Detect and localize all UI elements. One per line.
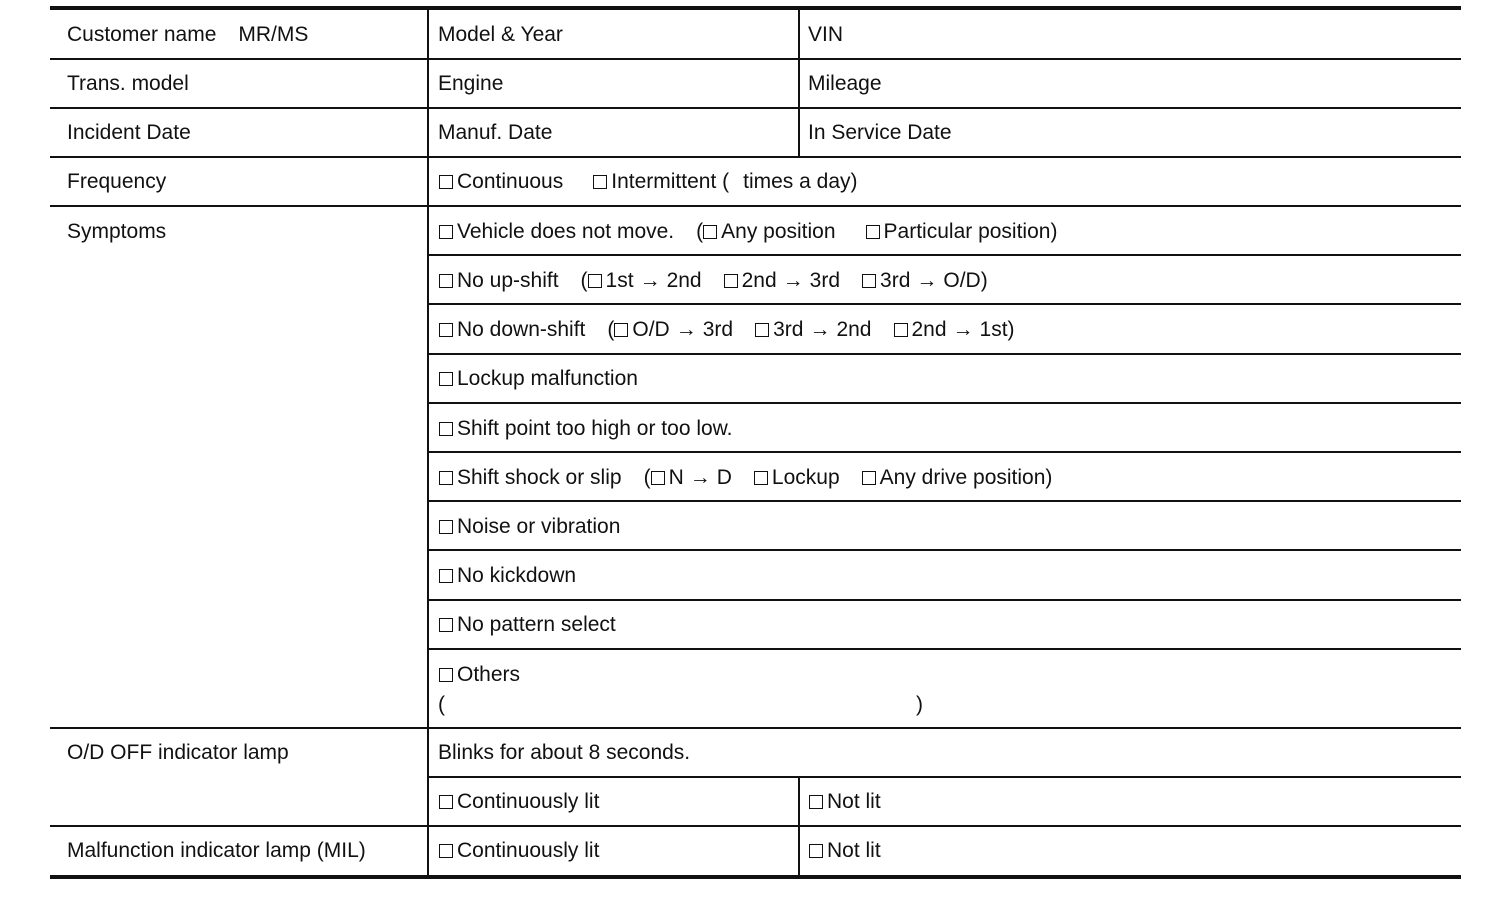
arrow-icon: → — [809, 318, 831, 341]
continuously-lit-label: Continuously lit — [457, 790, 600, 813]
column-divider — [798, 776, 800, 879]
row-divider — [50, 107, 1461, 109]
arrow-icon: → — [916, 269, 938, 292]
mil-not-lit-checkbox[interactable] — [809, 844, 823, 858]
mil-label: Malfunction indicator lamp (MIL) — [67, 839, 366, 862]
gear-label: N — [668, 466, 684, 489]
symptom-noise — [439, 515, 620, 539]
od-continuously-lit — [439, 790, 599, 814]
bottom-border — [50, 875, 1461, 879]
gear-label: 3rd — [773, 318, 804, 341]
up-2nd-3rd-checkbox[interactable] — [724, 274, 738, 288]
frequency-options — [439, 170, 858, 194]
continuously-lit-label: Continuously lit — [457, 839, 600, 862]
gear-label: 3rd — [702, 318, 734, 341]
arrow-icon: → — [782, 269, 804, 292]
particular-position-checkbox[interactable] — [866, 225, 880, 239]
od-not-lit — [809, 790, 881, 814]
shock-any-drive-checkbox[interactable] — [862, 471, 876, 485]
row-divider — [428, 451, 1461, 453]
lockup-malfunction-checkbox[interactable] — [439, 372, 453, 386]
symptom-shift-point — [439, 417, 733, 441]
incident-date-label: Incident Date — [67, 121, 191, 144]
mil-not-lit — [809, 839, 881, 863]
blinks-label: Blinks for about 8 seconds. — [438, 741, 691, 764]
column-divider — [798, 6, 800, 157]
arrow-icon: → — [639, 269, 661, 292]
shock-lockup-checkbox[interactable] — [754, 471, 768, 485]
times-a-day-label: times a day) — [743, 170, 858, 193]
od-off-lamp-label: O/D OFF indicator lamp — [67, 741, 289, 764]
shift-shock-checkbox[interactable] — [439, 471, 453, 485]
no-downshift-checkbox[interactable] — [439, 323, 453, 337]
symptom-no-pattern — [439, 613, 616, 637]
mil-continuously-lit — [439, 839, 599, 863]
vin-label: VIN — [808, 23, 844, 46]
gear-label: O/D — [632, 318, 670, 341]
arrow-icon: → — [675, 318, 697, 341]
symptom-no-kickdown — [439, 564, 576, 588]
shift-shock-label: Shift shock or slip — [457, 466, 622, 489]
trans-model-label: Trans. model — [67, 72, 189, 95]
row-divider — [50, 156, 1461, 158]
row-divider — [428, 353, 1461, 355]
not-lit-label: Not lit — [827, 839, 881, 862]
gear-label: 3rd — [880, 269, 911, 292]
paren-open: ( — [580, 269, 588, 292]
symptom-others — [439, 663, 520, 687]
noise-label: Noise or vibration — [457, 515, 621, 538]
row-divider — [428, 648, 1461, 650]
engine-label: Engine — [438, 72, 504, 95]
mr-ms-label: MR/MS — [238, 23, 309, 46]
no-kickdown-checkbox[interactable] — [439, 569, 453, 583]
no-upshift-label: No up-shift — [457, 269, 559, 292]
others-paren-open: ( — [438, 693, 445, 716]
shock-n-d-checkbox[interactable] — [651, 471, 665, 485]
no-upshift-checkbox[interactable] — [439, 274, 453, 288]
paren-open: ( — [696, 220, 704, 243]
model-year-label: Model & Year — [438, 23, 563, 46]
gear-label: 2nd — [836, 318, 872, 341]
gear-label: 3rd — [809, 269, 841, 292]
others-label: Others — [457, 663, 521, 686]
row-divider — [428, 599, 1461, 601]
down-3rd-2nd-checkbox[interactable] — [755, 323, 769, 337]
manuf-date-label: Manuf. Date — [438, 121, 553, 144]
symptom-no-move — [439, 220, 1057, 244]
mil-continuously-lit-checkbox[interactable] — [439, 844, 453, 858]
gear-label: 2nd — [911, 318, 947, 341]
intermittent-checkbox[interactable] — [593, 175, 607, 189]
no-downshift-label: No down-shift — [457, 318, 586, 341]
row-divider — [50, 58, 1461, 60]
no-kickdown-label: No kickdown — [457, 564, 577, 587]
noise-checkbox[interactable] — [439, 520, 453, 534]
no-move-label: Vehicle does not move. — [457, 220, 675, 243]
in-service-date-label: In Service Date — [808, 121, 952, 144]
row-divider — [50, 825, 1461, 827]
row-divider — [50, 727, 1461, 729]
continuous-checkbox[interactable] — [439, 175, 453, 189]
shift-point-label: Shift point too high or too low. — [457, 417, 733, 440]
row-divider — [50, 205, 1461, 207]
gear-label: 2nd — [666, 269, 702, 292]
gear-label: D — [716, 466, 732, 489]
row-divider — [428, 549, 1461, 551]
column-divider — [427, 6, 429, 879]
up-1st-2nd-checkbox[interactable] — [588, 274, 602, 288]
top-border — [50, 6, 1461, 10]
any-drive-position-label: Any drive position) — [879, 466, 1053, 489]
od-not-lit-checkbox[interactable] — [809, 795, 823, 809]
shift-point-checkbox[interactable] — [439, 422, 453, 436]
intermittent-label: Intermittent ( — [611, 170, 730, 193]
paren-open: ( — [607, 318, 615, 341]
particular-position-label: Particular position) — [883, 220, 1058, 243]
row-divider — [428, 254, 1461, 256]
row-divider — [428, 303, 1461, 305]
down-2nd-1st-checkbox[interactable] — [894, 323, 908, 337]
not-lit-label: Not lit — [827, 790, 881, 813]
symptom-shift-shock — [439, 466, 1052, 490]
row-divider — [428, 500, 1461, 502]
symptoms-label: Symptoms — [67, 220, 167, 243]
mileage-label: Mileage — [808, 72, 882, 95]
down-od-3rd-checkbox[interactable] — [614, 323, 628, 337]
up-3rd-od-checkbox[interactable] — [862, 274, 876, 288]
customer-name-label: Customer name MR/MS — [67, 23, 309, 46]
row-divider — [428, 402, 1461, 404]
symptom-lockup-malfunction — [439, 367, 638, 391]
others-paren-close: ) — [916, 693, 923, 716]
gear-label: O/D) — [943, 269, 988, 292]
paren-open: ( — [643, 466, 651, 489]
any-position-label: Any position — [721, 220, 836, 243]
gear-label: 1st) — [979, 318, 1015, 341]
lockup-malfunction-label: Lockup malfunction — [457, 367, 638, 390]
symptom-no-downshift — [439, 318, 1015, 342]
no-move-checkbox[interactable] — [439, 225, 453, 239]
gear-label: 1st — [605, 269, 634, 292]
arrow-icon: → — [952, 318, 974, 341]
lockup-label: Lockup — [771, 466, 840, 489]
od-continuously-lit-checkbox[interactable] — [439, 795, 453, 809]
arrow-icon: → — [689, 466, 711, 489]
no-pattern-label: No pattern select — [457, 613, 616, 636]
continuous-label: Continuous — [457, 170, 564, 193]
any-position-checkbox[interactable] — [703, 225, 717, 239]
row-divider — [428, 776, 1461, 778]
others-checkbox[interactable] — [439, 668, 453, 682]
frequency-label: Frequency — [67, 170, 167, 193]
no-pattern-checkbox[interactable] — [439, 618, 453, 632]
symptom-no-upshift — [439, 269, 988, 293]
gear-label: 2nd — [741, 269, 777, 292]
